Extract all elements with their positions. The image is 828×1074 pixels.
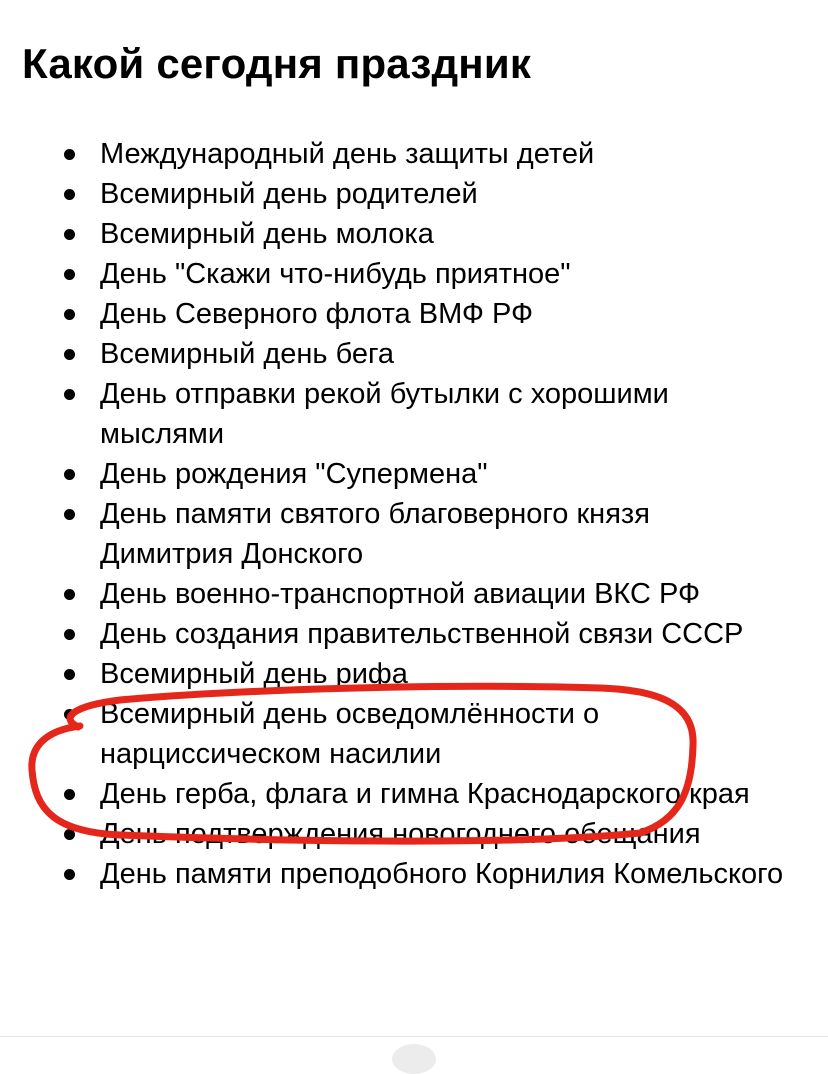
list-item <box>0 854 828 894</box>
list-item <box>0 214 828 254</box>
list-item-label: День подтверждения новогоднего обещания <box>100 818 701 850</box>
list-item-label: Всемирный день бега <box>100 338 395 370</box>
page-title: Какой сегодня праздник <box>22 40 532 87</box>
list-item-label: День отправки рекой бутылки с хорошими мыслями <box>100 378 669 450</box>
list-item <box>0 374 828 454</box>
partial-bubble-icon <box>392 1044 436 1074</box>
list-item-label: Международный день защиты детей <box>100 138 595 170</box>
list-item-label: Всемирный день осведомлённости о нарциссическом насилии <box>100 698 600 770</box>
bullet-icon <box>64 709 75 720</box>
list-item <box>0 614 828 654</box>
list-item <box>0 774 828 814</box>
list-item <box>0 254 828 294</box>
bullet-icon <box>64 309 75 320</box>
bullet-icon <box>64 349 75 360</box>
bullet-icon <box>64 229 75 240</box>
list-item-label: День памяти святого благоверного князя Димитрия Донского <box>100 498 650 570</box>
list-item-label: День "Скажи что-нибудь приятное" <box>100 258 571 290</box>
list-item <box>0 494 828 574</box>
list-item-label: Всемирный день рифа <box>100 658 408 690</box>
bottom-divider <box>0 1036 828 1037</box>
bullet-icon <box>64 789 75 800</box>
bullet-icon <box>64 669 75 680</box>
list-item-label: День военно-транспортной авиации ВКС РФ <box>100 578 701 610</box>
list-item <box>0 294 828 334</box>
bullet-icon <box>64 189 75 200</box>
list-item-label: День памяти преподобного Корнилия Комельского <box>100 858 784 890</box>
bullet-icon <box>64 469 75 480</box>
list-item-label: День Северного флота ВМФ РФ <box>100 298 534 330</box>
bullet-icon <box>64 389 75 400</box>
list-item <box>0 654 828 694</box>
list-item-label: День создания правительственной связи СССР <box>100 618 744 650</box>
bullet-icon <box>64 509 75 520</box>
list-item <box>0 134 828 174</box>
list-item-label: Всемирный день родителей <box>100 178 478 210</box>
list-item <box>0 454 828 494</box>
list-item <box>0 174 828 214</box>
bullet-icon <box>64 629 75 640</box>
bullet-icon <box>64 149 75 160</box>
bullet-icon <box>64 589 75 600</box>
bullet-icon <box>64 869 75 880</box>
list-item-label: День рождения "Супермена" <box>100 458 488 490</box>
bullet-icon <box>64 829 75 840</box>
list-item <box>0 334 828 374</box>
bullet-icon <box>64 269 75 280</box>
holiday-list <box>0 134 828 894</box>
list-item-label: Всемирный день молока <box>100 218 434 250</box>
list-item <box>0 814 828 854</box>
list-item <box>0 574 828 614</box>
list-item-label: День герба, флага и гимна Краснодарского края <box>100 778 750 810</box>
list-item-highlighted <box>0 694 828 774</box>
